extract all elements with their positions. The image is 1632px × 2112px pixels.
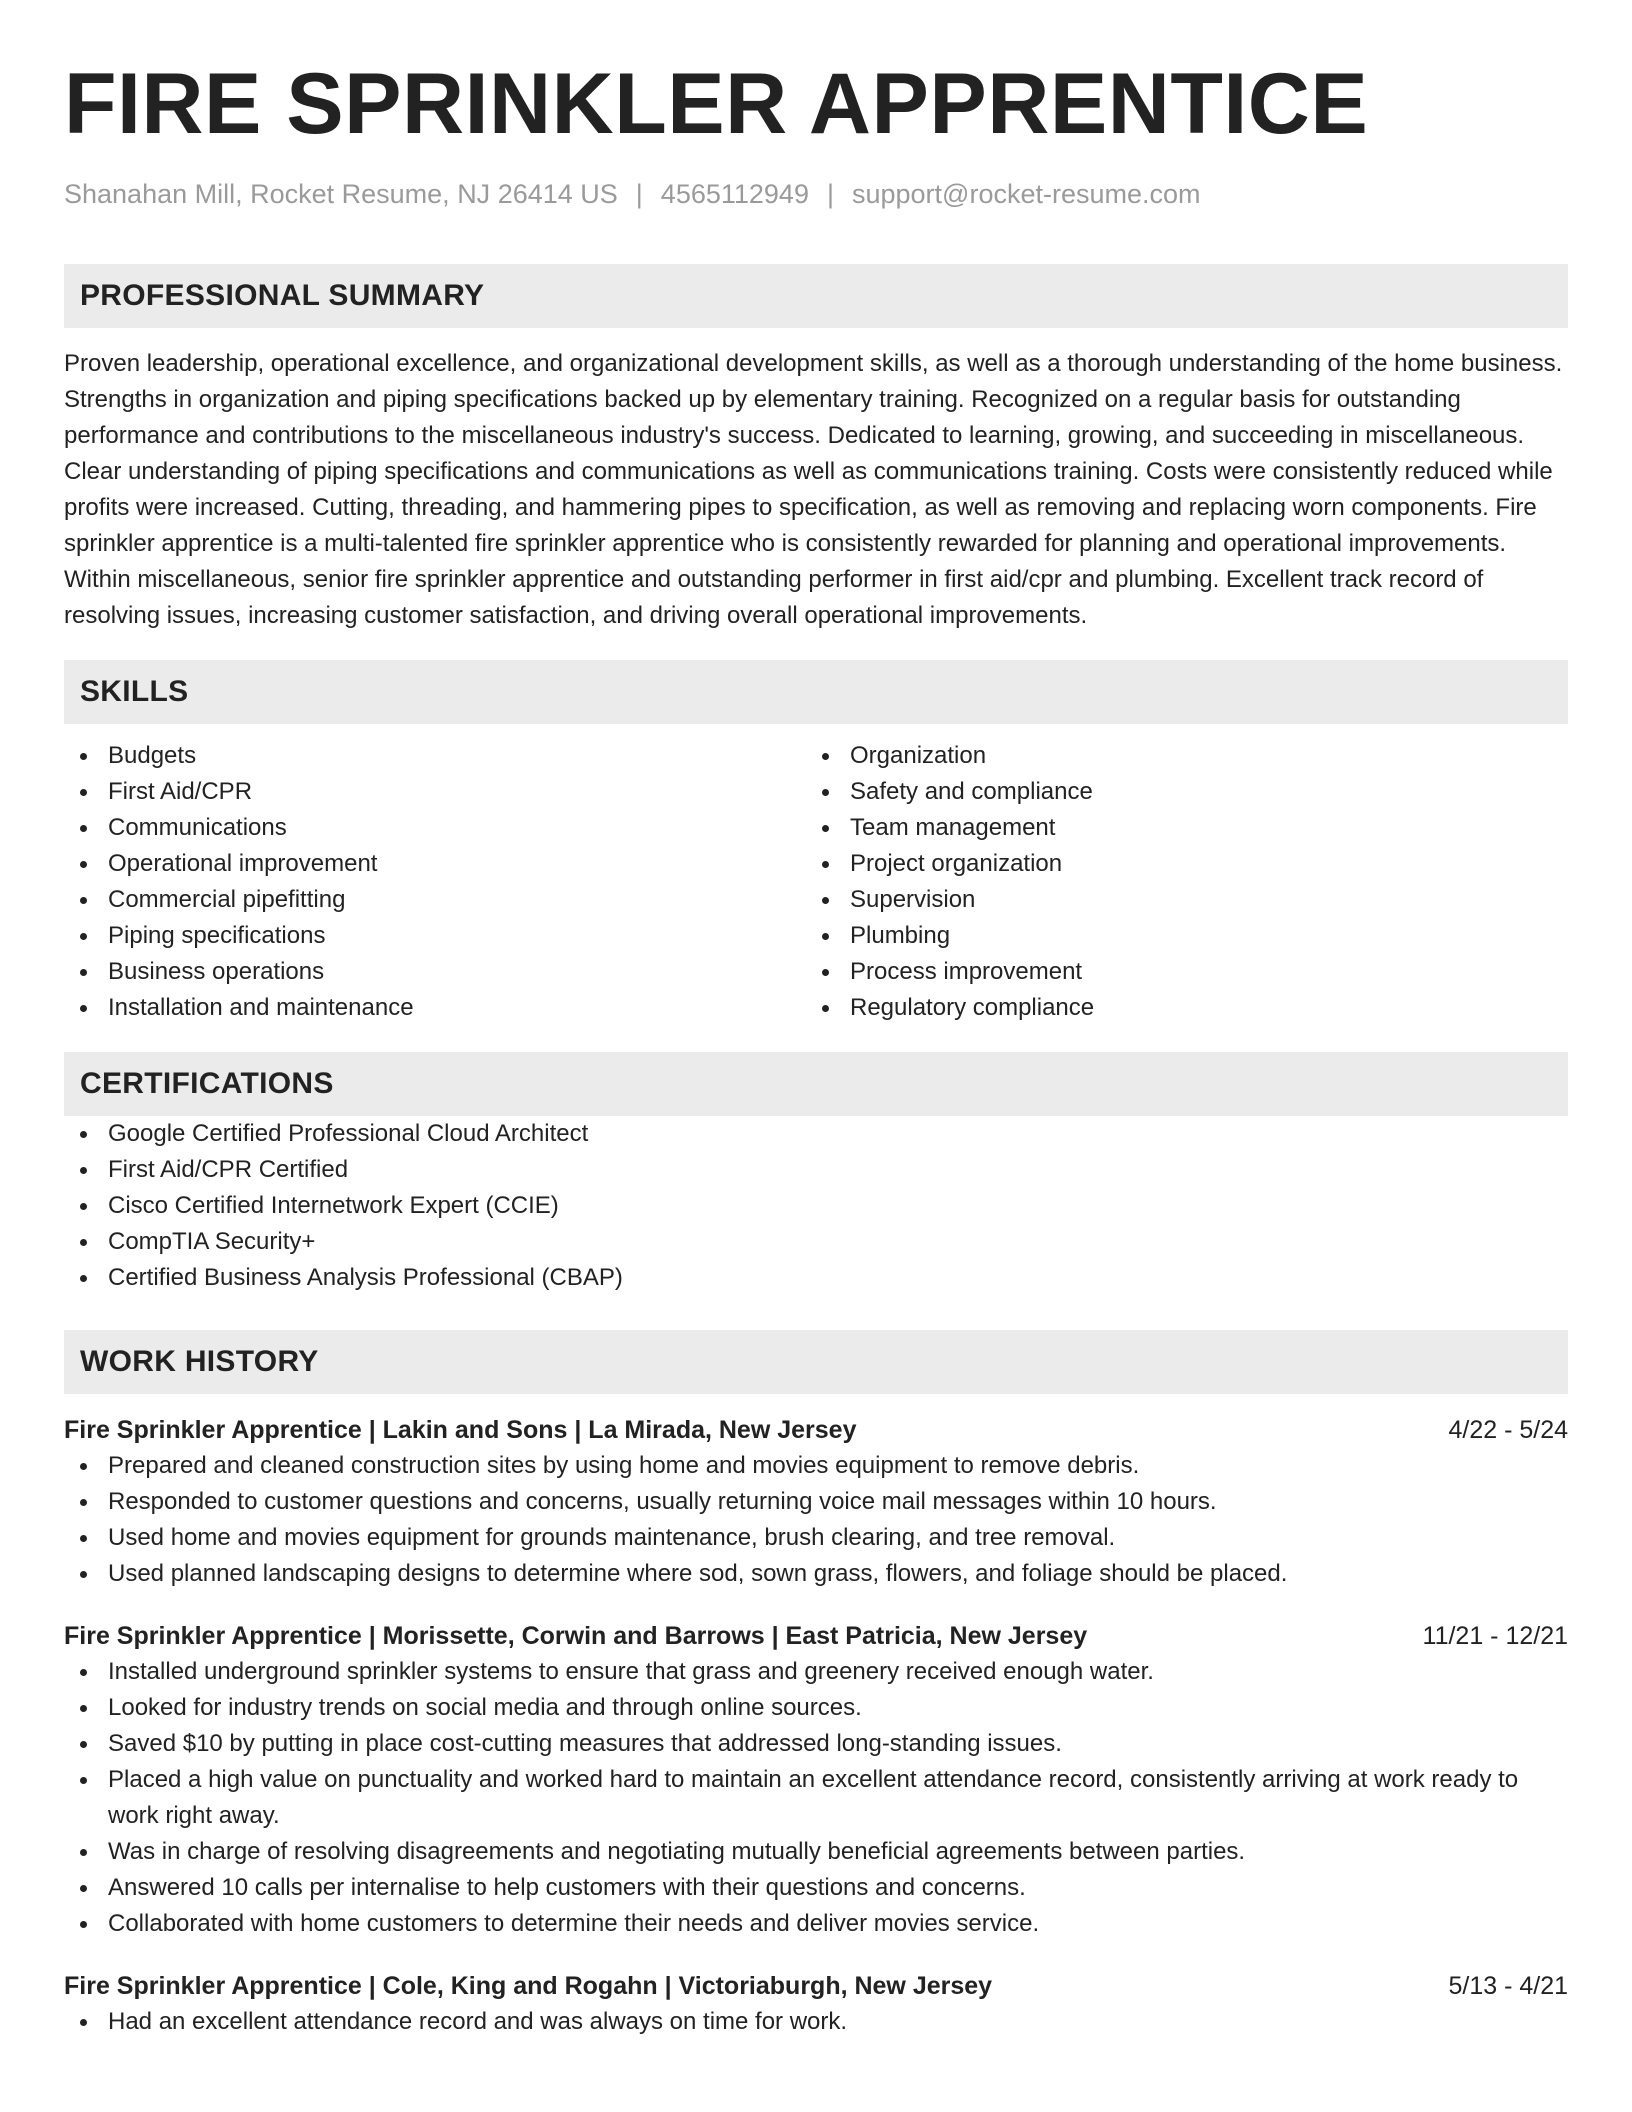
- certification-item: Cisco Certified Internetwork Expert (CCIE): [64, 1188, 1568, 1224]
- job-dates: 4/22 - 5/24: [1448, 1416, 1568, 1444]
- job-duty-item: Had an excellent attendance record and was always on time for work.: [64, 2004, 1568, 2040]
- skill-item: Installation and maintenance: [64, 990, 806, 1026]
- job-duty-item: Collaborated with home customers to determine their needs and deliver movies service.: [64, 1906, 1568, 1942]
- summary-text: Proven leadership, operational excellence, and organizational development skills, as well as a thorough understanding of the home business. Strengths in organization and piping specifications backed up by elementary training. Recognized on a regular basis for outstanding performance and contributions to the miscellaneous industry's success. Dedicated to learning, growing, and succeeding in miscellaneous. Clear understanding of piping specifications and communications as well as communications training. Costs were consistently reduced while profits were increased. Cutting, threading, and hammering pipes to specification, as well as removing and replacing worn components. Fire sprinkler apprentice is a multi-talented fire sprinkler apprentice who is consistently rewarded for planning and operational improvements. Within miscellaneous, senior fire sprinkler apprentice and outstanding performer in first aid/cpr and plumbing. Excellent track record of resolving issues, increasing customer satisfaction, and driving overall operational improvements.: [64, 350, 1563, 629]
- skills-grid: [64, 738, 1568, 1026]
- skill-item: Communications: [64, 810, 806, 846]
- job-title: Fire Sprinkler Apprentice | Cole, King and Rogahn | Victoriaburgh, New Jersey: [64, 1972, 993, 2000]
- job-duty-item: Used home and movies equipment for grounds maintenance, brush clearing, and tree removal.: [64, 1520, 1568, 1556]
- contact-address: Shanahan Mill, Rocket Resume, NJ 26414 US: [64, 179, 618, 209]
- job-duty-item: Installed underground sprinkler systems to ensure that grass and greenery received enough water.: [64, 1654, 1568, 1690]
- job-duties-list: [64, 1654, 1568, 1942]
- job-duty-item: Placed a high value on punctuality and worked hard to maintain an excellent attendance record, consistently arriving at work ready to work right away.: [64, 1762, 1568, 1834]
- resume-title: FIRE SPRINKLER APPRENTICE: [64, 56, 1369, 152]
- job-entry: [64, 1412, 1568, 1592]
- skill-item: Project organization: [806, 846, 1548, 882]
- skills-list-left: [64, 738, 806, 1026]
- skill-item: Team management: [806, 810, 1548, 846]
- certification-item: First Aid/CPR Certified: [64, 1152, 1568, 1188]
- contact-separator: |: [826, 179, 834, 209]
- certifications-section: [64, 1052, 1568, 1296]
- skill-item: First Aid/CPR: [64, 774, 806, 810]
- job-duty-item: Answered 10 calls per internalise to help customers with their questions and concerns.: [64, 1870, 1568, 1906]
- skill-item: Operational improvement: [64, 846, 806, 882]
- job-header: [64, 1412, 1568, 1448]
- job-dates: 11/21 - 12/21: [1422, 1622, 1568, 1650]
- job-duty-item: Was in charge of resolving disagreements and negotiating mutually beneficial agreements between parties.: [64, 1834, 1568, 1870]
- section-heading-work-history: WORK HISTORY: [64, 1330, 1568, 1394]
- certification-item: CompTIA Security+: [64, 1224, 1568, 1260]
- skill-item: Supervision: [806, 882, 1548, 918]
- skill-item: Business operations: [64, 954, 806, 990]
- skill-item: Safety and compliance: [806, 774, 1548, 810]
- contact-line: [64, 176, 1568, 212]
- job-entry: [64, 1968, 1568, 2040]
- contact-phone: 4565112949: [660, 179, 809, 209]
- skill-item: Process improvement: [806, 954, 1548, 990]
- job-title: Fire Sprinkler Apprentice | Morissette, Corwin and Barrows | East Patricia, New Jersey: [64, 1622, 1088, 1650]
- job-duties-list: [64, 1448, 1568, 1592]
- work-history-section: [64, 1330, 1568, 2040]
- job-entry: [64, 1618, 1568, 1942]
- certification-item: Certified Business Analysis Professional (CBAP): [64, 1260, 1568, 1296]
- contact-separator: |: [635, 179, 643, 209]
- skills-section: [64, 660, 1568, 1026]
- job-duty-item: Looked for industry trends on social media and through online sources.: [64, 1690, 1568, 1726]
- skill-item: Regulatory compliance: [806, 990, 1548, 1026]
- certification-item: Google Certified Professional Cloud Architect: [64, 1116, 1568, 1152]
- contact-email: support@rocket-resume.com: [851, 179, 1201, 209]
- skills-list-right: [806, 738, 1548, 1026]
- job-duty-item: Saved $10 by putting in place cost-cutting measures that addressed long-standing issues.: [64, 1726, 1568, 1762]
- skill-item: Organization: [806, 738, 1548, 774]
- section-heading-skills: SKILLS: [64, 660, 1568, 724]
- section-heading-certifications: CERTIFICATIONS: [64, 1052, 1568, 1116]
- section-heading-summary: PROFESSIONAL SUMMARY: [64, 264, 1568, 328]
- job-title: Fire Sprinkler Apprentice | Lakin and Sons | La Mirada, New Jersey: [64, 1416, 857, 1444]
- skill-item: Budgets: [64, 738, 806, 774]
- job-duty-item: Used planned landscaping designs to determine where sod, sown grass, flowers, and foliage should be placed.: [64, 1556, 1568, 1592]
- job-dates: 5/13 - 4/21: [1448, 1972, 1568, 2000]
- skill-item: Commercial pipefitting: [64, 882, 806, 918]
- skill-item: Piping specifications: [64, 918, 806, 954]
- skills-column-right: [806, 738, 1548, 1026]
- job-duty-item: Prepared and cleaned construction sites by using home and movies equipment to remove debris.: [64, 1448, 1568, 1484]
- job-duties-list: [64, 2004, 1568, 2040]
- skill-item: Plumbing: [806, 918, 1548, 954]
- skills-column-left: [64, 738, 806, 1026]
- job-header: [64, 1618, 1568, 1654]
- job-header: [64, 1968, 1568, 2004]
- job-duty-item: Responded to customer questions and concerns, usually returning voice mail messages within 10 hours.: [64, 1484, 1568, 1520]
- professional-summary-section: [64, 264, 1568, 634]
- certifications-list: [64, 1116, 1568, 1296]
